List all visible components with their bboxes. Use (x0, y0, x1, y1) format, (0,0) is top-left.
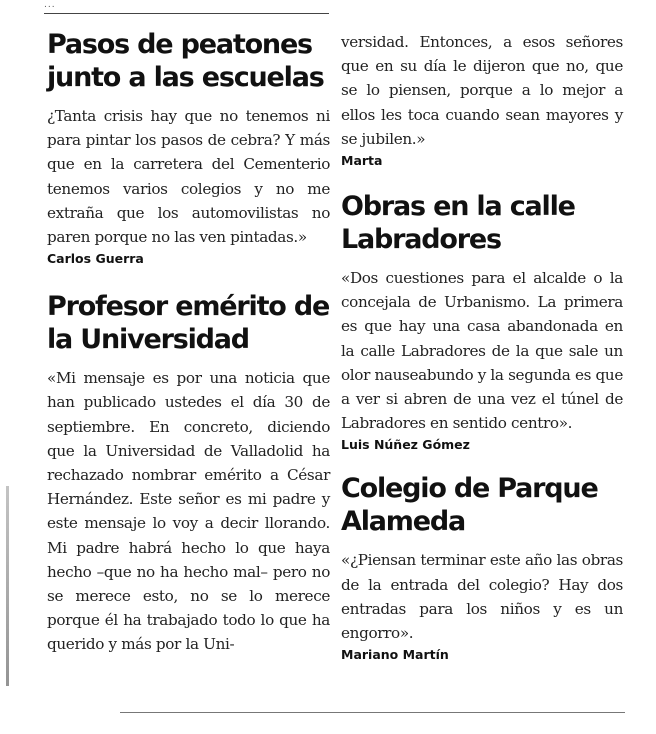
article-title: Pasos de peatones junto a las escuelas (47, 29, 324, 93)
scan-edge-mark (6, 486, 9, 686)
article-author: Luis Núñez Gómez (341, 437, 470, 453)
article-continuation (341, 30, 623, 168)
right-column (341, 30, 623, 662)
article-obras-labradores (341, 190, 623, 452)
article-body: «¿Piensan terminar este año las obras de la entrada del colegio? Hay dos entradas para los niños y es un engorro». (341, 551, 623, 643)
bottom-rule (120, 712, 625, 713)
article-colegio-parque-alameda (341, 472, 623, 662)
article-author: Marta (341, 153, 383, 169)
article-body: «Dos cuestiones para el alcalde o la concejala de Urbanismo. La primera es que hay una casa abandonada en la calle Labradores de la que sale un olor nauseabundo y la segunda es que a ver si abren de una vez el túnel de Labradores en sentido centro». (341, 269, 623, 433)
article-profesor-emerito (47, 290, 330, 656)
article-body-continued: versidad. Entonces, a esos señores que en su día le dijeron que no, que se lo piensen, porque a lo mejor a ellos les toca cuando sean mayores y se jubilen.» (341, 33, 623, 148)
article-body: ¿Tanta crisis hay que no tenemos ni para pintar los pasos de cebra? Y más que en la carretera del Cementerio tenemos varios colegios y no me extraña que los automovilistas no paren porque no las ven pintadas.» (47, 107, 330, 247)
article-pasos-de-peatones (47, 28, 330, 266)
article-title: Obras en la calle Labradores (341, 191, 575, 256)
left-column (47, 28, 330, 657)
article-body: «Mi mensaje es por una noticia que han publicado ustedes el día 30 de septiembre. En concreto, diciendo que la Universidad de Valladolid ha rechazado nombrar emérito a César Hernández. Este señor es mi padre y este mensaje lo voy a decir llorando. Mi padre habrá hecho lo que haya hecho –que no ha hecho mal– pero no se merece esto, no se lo merece porque él ha trabajado todo lo que ha querido y más por la Uni- (47, 369, 330, 654)
article-title: Profesor emérito de la Universidad (47, 291, 330, 356)
header-fragment: ... (44, 0, 56, 10)
article-author: Carlos Guerra (47, 251, 144, 267)
article-title: Colegio de Parque Alameda (341, 473, 598, 538)
article-author: Mariano Martín (341, 647, 449, 663)
top-rule (44, 13, 329, 14)
